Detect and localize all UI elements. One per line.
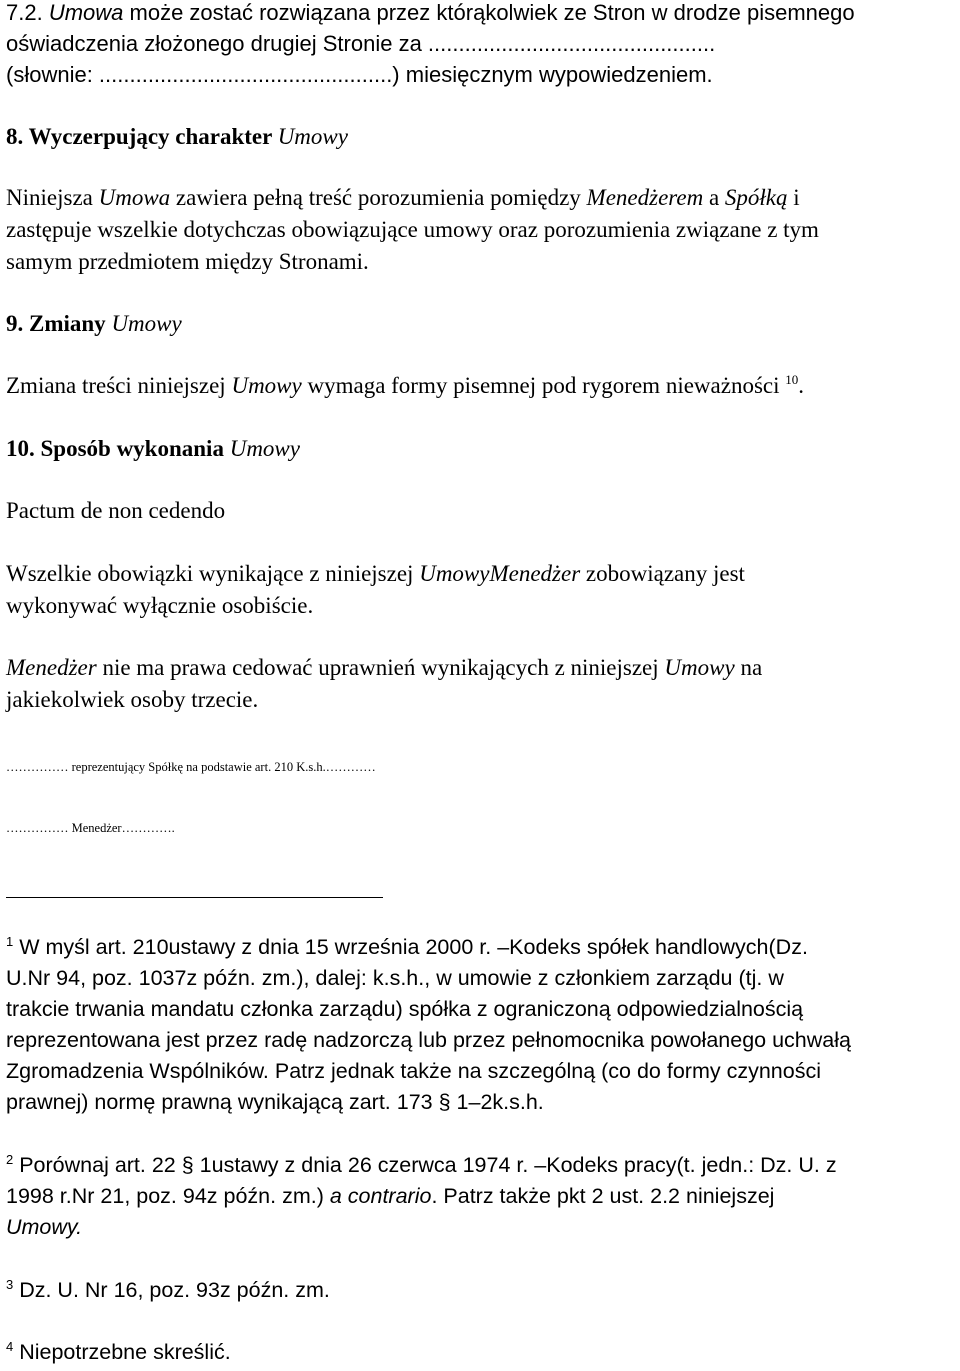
section-8-line-3: samym przedmiotem między Stronami. — [6, 249, 369, 274]
section-10-para-1-line-2: wykonywać wyłącznie osobiście. — [6, 593, 314, 618]
footnote-1-line-5: Zgromadzenia Wspólników. Patrz jednak także na szczególną (co do formy czynności — [6, 1059, 821, 1083]
clause-text: może zostać rozwiązana przez którąkolwiek ze Stron w drodze pisemnego — [123, 0, 855, 25]
section-9-line-1 — [6, 374, 804, 397]
footnote-number: 1 — [6, 934, 14, 949]
section-8-line-2: zastępuje wszelkie dotychczas obowiązujące umowy oraz porozumienia związane z tym — [6, 217, 819, 242]
footnote-4 — [6, 1339, 231, 1364]
footnote-separator — [6, 897, 383, 898]
section-8-heading — [6, 125, 348, 148]
footnote-2-line-3 — [6, 1217, 82, 1239]
footnote-text: Porównaj art. 22 § 1ustawy z dnia 26 czerwca 1974 r. –Kodeks pracy(t. jedn.: Dz. U. z — [13, 1153, 837, 1177]
text-run: zobowiązany jest — [580, 561, 745, 586]
text-run: Niniejsza — [6, 185, 99, 210]
section-10-para-1-line-1 — [6, 562, 745, 585]
term-umowa: Umowa — [48, 0, 124, 25]
section-10-para-2-line-2: jakiekolwiek osoby trzecie. — [6, 687, 259, 712]
footnote-text: W myśl art. 210ustawy z dnia 15 września 2000 r. –Kodeks spółek handlowych(Dz. — [13, 935, 808, 959]
section-number: 8. — [6, 124, 29, 149]
section-title: Sposób wykonania — [40, 436, 230, 461]
term-menedzerem: Menedżerem — [586, 185, 704, 210]
footnote-number: 4 — [6, 1339, 14, 1354]
text-run: nie ma prawa cedować uprawnień wynikających z niniejszej — [96, 655, 665, 680]
footnote-2-line-2 — [6, 1186, 774, 1208]
term-umowy: Umowy — [277, 124, 348, 149]
text-run: wymaga formy pisemnej pod rygorem nieważności — [301, 373, 786, 398]
footnote-1-line-2: U.Nr 94, poz. 1037z późn. zm.), dalej: k.s.h., w umowie z członkiem zarządu (tj. w — [6, 966, 784, 990]
text-run: 1998 r.Nr 21, poz. 94z późn. zm.) — [6, 1184, 330, 1208]
footnote-text: Niepotrzebne skreślić. — [13, 1340, 231, 1364]
section-9-heading — [6, 312, 182, 335]
clause-7-2-line-1 — [6, 2, 855, 24]
term-spolka: Spółką — [724, 185, 788, 210]
footnote-1-line-1 — [6, 934, 808, 959]
footnote-1-line-4: reprezentowana jest przez radę nadzorczą lub przez pełnomocnika powołanego uchwałą — [6, 1028, 851, 1052]
section-10-heading — [6, 437, 300, 460]
clause-number: 7.2. — [6, 0, 49, 25]
clause-7-2-line-3: (słownie: ................................................) miesięcznym wypowiedzeniem. — [6, 62, 713, 87]
term-umowy-menedzer: UmowyMenedżer — [419, 561, 581, 586]
term-umowy: Umowy — [111, 311, 182, 336]
text-run: Zmiana treści niniejszej — [6, 373, 232, 398]
text-run: i — [787, 185, 800, 210]
text-run: a — [703, 185, 725, 210]
footnote-text: Dz. U. Nr 16, poz. 93z późn. zm. — [13, 1278, 330, 1302]
text-run: Wszelkie obowiązki wynikające z niniejszej — [6, 561, 420, 586]
footnote-1-line-3: trakcie trwania mandatu członka zarządu) spółka z ograniczoną odpowiedzialnością — [6, 997, 804, 1021]
footnote-3 — [6, 1277, 330, 1302]
signature-company-line: …………… reprezentujący Spółkę na podstawie art. 210 K.s.h.………… — [6, 760, 376, 774]
footnote-1-line-6: prawnej) normę prawną wynikającą zart. 173 § 1–2k.s.h. — [6, 1090, 544, 1114]
term-umowa: Umowa — [98, 185, 171, 210]
term-a-contrario: a contrario — [329, 1184, 432, 1208]
text-run: na — [734, 655, 763, 680]
pactum-subheading: Pactum de non cedendo — [6, 498, 226, 523]
footnote-number: 2 — [6, 1152, 14, 1167]
term-umowy: Umowy — [231, 373, 302, 398]
term-umowy: Umowy — [229, 436, 300, 461]
section-number: 9. — [6, 311, 29, 336]
footnote-ref[interactable]: 10 — [785, 372, 799, 387]
section-title: Zmiany — [29, 311, 112, 336]
term-umowy: Umowy — [664, 655, 735, 680]
text-run: zawiera pełną treść porozumienia pomiędzy — [170, 185, 587, 210]
section-title: Wyczerpujący charakter — [28, 124, 278, 149]
clause-7-2-line-2: oświadczenia złożonego drugiej Stronie za ............................................... — [6, 31, 716, 56]
term-umowy: Umowy. — [6, 1215, 83, 1239]
text-run: . Patrz także pkt 2 ust. 2.2 niniejszej — [431, 1184, 775, 1208]
section-8-line-1 — [6, 186, 800, 209]
section-number: 10. — [6, 436, 41, 461]
text-run: . — [798, 373, 804, 398]
signature-manager-line: …………… Menedżer…………. — [6, 821, 175, 835]
section-10-para-2-line-1 — [6, 656, 762, 679]
footnote-number: 3 — [6, 1277, 14, 1292]
term-menedzer: Menedżer — [6, 655, 97, 680]
footnote-2-line-1 — [6, 1152, 837, 1177]
